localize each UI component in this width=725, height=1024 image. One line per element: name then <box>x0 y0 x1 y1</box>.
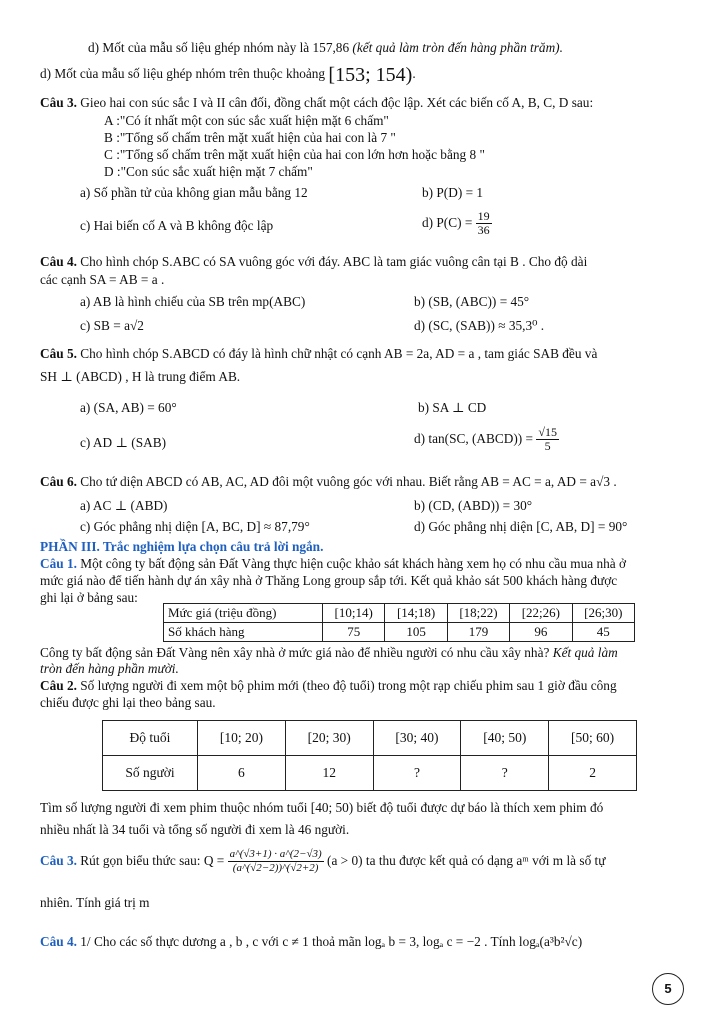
table-cell: [20; 30) <box>285 721 373 756</box>
question-stem-cont: các cạnh SA = AB = a . <box>40 272 165 287</box>
question-stem-cont: chiếu được ghi lại theo bảng sau. <box>40 695 216 710</box>
fraction: $\frac{√15}{5}$ <box>538 425 557 454</box>
page-number: 5 <box>652 973 684 1005</box>
question-stem-cont: mức giá nào để tiến hành dự án xây nhà ở Thăng Long group sắp tới. Kết quả khảo sát 500 khách hàng được <box>40 573 618 588</box>
option-c: c) Hai biến cố A và B không độc lập <box>80 218 274 233</box>
option-a: a) AB là hình chiếu của SB trên mp(ABC) <box>80 294 306 309</box>
table-row <box>103 721 637 756</box>
table-row <box>164 623 635 642</box>
age-table <box>102 720 637 791</box>
table-header-cell: Số người <box>103 756 198 791</box>
table-cell: [10; 20) <box>198 721 286 756</box>
question-stem: Câu 5. Cho hình chóp S.ABCD có đáy là hình chữ nhật có cạnh AB = 2a, AD = a , tam giác SAB đều và <box>40 346 598 361</box>
table-row <box>164 604 635 623</box>
table-cell: [10;14) <box>323 604 385 623</box>
table-header-cell: Độ tuổi <box>103 721 198 756</box>
event-line: D :"Con súc sắc xuất hiện mặt 7 chấm" <box>104 164 313 179</box>
table-cell: ? <box>461 756 549 791</box>
table-cell: [26;30) <box>572 604 634 623</box>
option-d: d) (SC, (SAB)) ≈ 35,3⁰ . <box>414 318 545 333</box>
question-text-cont: nhiều nhất là 34 tuổi và tổng số người đi xem là 46 người. <box>40 822 350 837</box>
table-cell: 2 <box>549 756 637 791</box>
table-cell: [40; 50) <box>461 721 549 756</box>
question-stem: Câu 2. Số lượng người đi xem một bộ phim mới (theo độ tuổi) trong một rạp chiếu phim sau 1 giờ đầu công <box>40 678 617 693</box>
option-d: d) tan(SC, (ABCD)) = $\frac{√15}{5}$ <box>414 425 557 454</box>
question-stem: Câu 3. Rút gọn biểu thức sau: Q = $\frac{a\^{}(√3+1) \cdot a\^{}(2-√3)}{(a\^{}(√2-2))\^{}(√2+2)}$ (a > 0) ta thu được kết quả có dạng aᵐ với m là số tự <box>40 848 606 875</box>
price-table <box>163 603 635 642</box>
event-line: A :"Có ít nhất một con súc sắc xuất hiện mặt 6 chấm" <box>104 113 389 128</box>
question-stem-cont: ghi lại ở bảng sau: <box>40 590 138 605</box>
option-d: d) P(C) = $\frac{19}{36}$ <box>422 209 490 238</box>
question-stem: Câu 4. 1/ Cho các số thực dương a , b , c với c ≠ 1 thoả mãn logₐ b = 3, logₐ c = −2 . Tính logₐ(a³b²√c) <box>40 934 583 949</box>
table-header-cell: Mức giá (triệu đồng) <box>164 604 323 623</box>
question-stem: Câu 4. Cho hình chóp S.ABC có SA vuông góc với đáy. ABC là tam giác vuông cân tại B . Cho độ dài <box>40 254 588 269</box>
table-cell: 105 <box>385 623 447 642</box>
section-heading: PHẦN III. Trắc nghiệm lựa chọn câu trả lời ngắn. <box>40 539 324 554</box>
option-a: a) Số phần tử của không gian mẫu bằng 12 <box>80 185 308 200</box>
question-text: Tìm số lượng người đi xem phim thuộc nhóm tuổi [40; 50) biết độ tuổi được dự báo là thích xem phim đó <box>40 800 604 815</box>
expression-fraction: $\frac{a\^{}(√3+1) \cdot a\^{}(2-√3)}{(a\^{}(√2-2))\^{}(√2+2)}$ <box>229 848 322 875</box>
table-cell: ? <box>373 756 461 791</box>
table-cell: 96 <box>510 623 572 642</box>
question-stem: Câu 1. Một công ty bất động sản Đất Vàng thực hiện cuộc khảo sát khách hàng xem họ có nhu cầu mua nhà ở <box>40 556 627 571</box>
option-b: b) P(D) = 1 <box>422 185 484 200</box>
table-cell: 75 <box>323 623 385 642</box>
table-cell: [30; 40) <box>373 721 461 756</box>
table-cell: 179 <box>447 623 509 642</box>
option-a: a) AC ⊥ (ABD) <box>80 498 168 513</box>
option-b: b) (SB, (ABC)) = 45° <box>414 294 530 309</box>
table-cell: 12 <box>285 756 373 791</box>
question-text-cont: tròn đến hàng phần mười. <box>40 661 179 676</box>
table-cell: 6 <box>198 756 286 791</box>
table-row <box>103 756 637 791</box>
event-line: B :"Tổng số chấm trên mặt xuất hiện của hai con là 7 " <box>104 130 396 145</box>
table-cell: [14;18) <box>385 604 447 623</box>
fraction: $\frac{19}{36}$ <box>477 209 490 238</box>
option-a: a) (SA, AB) = 60° <box>80 400 177 415</box>
table-cell: [50; 60) <box>549 721 637 756</box>
table-cell: [18;22) <box>447 604 509 623</box>
option-d: d) Góc phẳng nhị diện [C, AB, D] = 90° <box>414 519 628 534</box>
question-stem-cont: nhiên. Tính giá trị m <box>40 895 150 910</box>
option-line: d) Mốt của mẫu số liệu ghép nhóm trên thuộc khoảng [153; 154). <box>40 64 416 86</box>
option-b: b) (CD, (ABD)) = 30° <box>414 498 533 513</box>
question-stem: Câu 6. Cho tứ diện ABCD có AB, AC, AD đôi một vuông góc với nhau. Biết rằng AB = AC = a, AD = a√3 . <box>40 474 617 489</box>
option-c: c) AD ⊥ (SAB) <box>80 435 167 450</box>
option-line: d) Mốt của mẫu số liệu ghép nhóm này là 157,86 (kết quả làm tròn đến hàng phần trăm). <box>88 40 563 55</box>
event-line: C :"Tổng số chấm trên mặt xuất hiện của hai con lớn hơn hoặc bằng 8 " <box>104 147 485 162</box>
table-header-cell: Số khách hàng <box>164 623 323 642</box>
table-cell: 45 <box>572 623 634 642</box>
table-cell: [22;26) <box>510 604 572 623</box>
question-text: Công ty bất động sản Đất Vàng nên xây nhà ở mức giá nào để nhiều người có nhu cầu xây nhà? Kết quả làm <box>40 645 618 660</box>
question-stem-cont: SH ⊥ (ABCD) , H là trung điểm AB. <box>40 369 241 384</box>
option-c: c) SB = a√2 <box>80 318 144 333</box>
option-b: b) SA ⊥ CD <box>418 400 487 415</box>
option-c: c) Góc phẳng nhị diện [A, BC, D] ≈ 87,79° <box>80 519 310 534</box>
question-stem: Câu 3. Gieo hai con súc sắc I và II cân đối, đồng chất một cách độc lập. Xét các biến cố A, B, C, D sau: <box>40 95 594 110</box>
